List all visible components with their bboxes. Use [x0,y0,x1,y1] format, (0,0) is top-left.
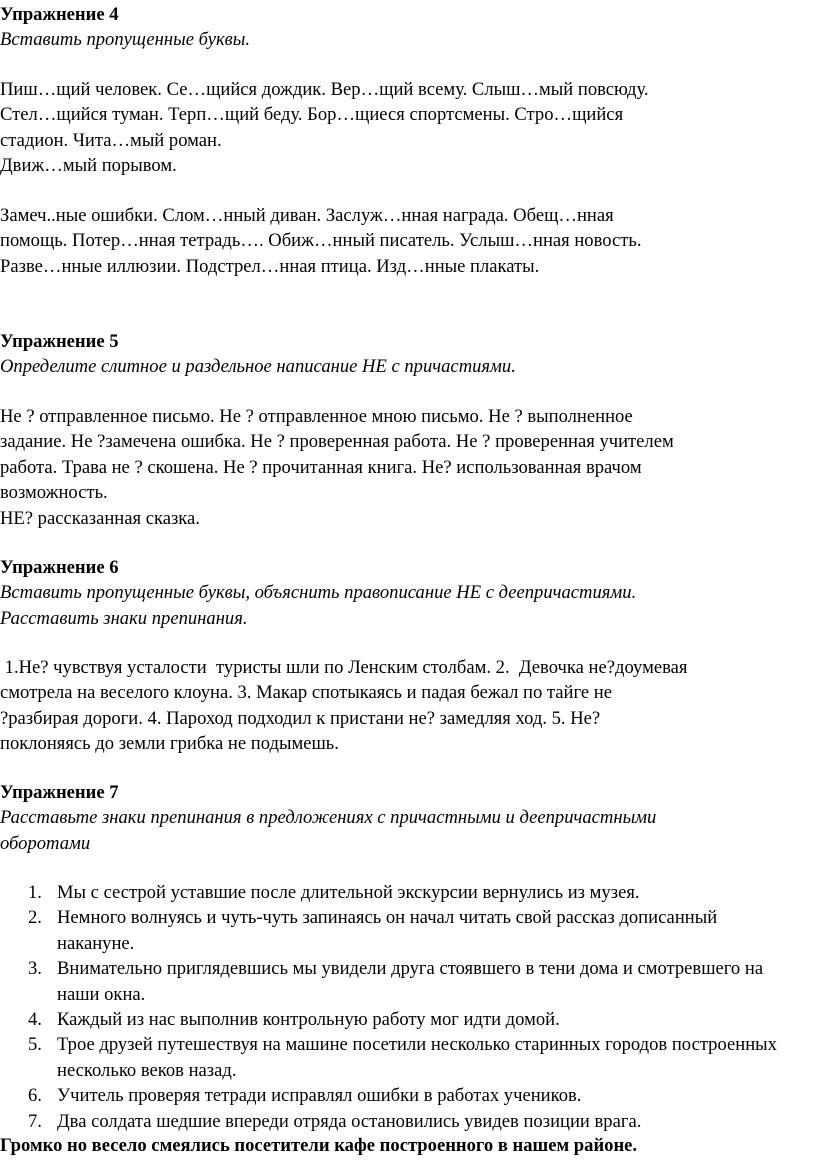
exercise-5 [0,329,516,380]
exercise-6-paragraph [0,655,687,757]
exercise-5-paragraph [0,404,674,531]
list-item [0,1007,797,1032]
exercise-7-task-line: оборотами [0,832,91,854]
exercise-7 [0,780,656,856]
list-item-number: 2. [28,907,42,929]
text-line: НЕ? рассказанная сказка. [0,507,200,529]
list-item [0,1032,797,1083]
exercise-7-task-line: Расставьте знаки препинания в предложениях с причастными и деепричастными [0,807,657,829]
text-line: Движ…мый порывом. [0,155,177,177]
text-line: Не ? отправленное письмо. Не ? отправленное мною письмо. Не ? выполненное [0,406,633,427]
exercise-5-title: Упражнение 5 [0,331,119,352]
final-sentence: Громко но весело смеялись посетители кафе построенного в нашем районе. [0,1135,638,1156]
exercise-4-paragraph-2 [0,203,642,279]
text-line: ?разбирая дороги. 4. Пароход подходил к пристани не? замедляя ход. 5. Не? [0,707,601,729]
text-line: Стел…щийся туман. Терп…щий беду. Бор…щиеся спортсмены. Стро…щийся [0,104,624,126]
list-item-text: Трое друзей путешествуя на машине посетили несколько старинных городов построенных несколько веков назад. [57,1034,777,1081]
text-line: стадион. Чита…мый роман. [0,129,222,151]
list-item [0,1083,797,1108]
list-item [0,956,797,1007]
text-line: Разве…нные иллюзии. Подстрел…нная птица. Изд…нные плакаты. [0,255,540,277]
list-item-text: Внимательно приглядевшись мы увидели друга стоявшего в тени дома и смотревшего на наши окна. [57,958,764,1005]
exercise-6-title: Упражнение 6 [0,557,119,578]
exercise-4-paragraph-1 [0,77,649,179]
list-item-number: 5. [28,1034,42,1056]
list-item-text: Учитель проверяя тетради исправлял ошибки в работах учеников. [57,1085,582,1107]
exercise-6-task-line: Вставить пропущенные буквы, объяснить правописание НЕ с деепричастиями. [0,582,637,604]
exercise-4-task: Вставить пропущенные буквы. [0,29,250,51]
list-item-text: Мы с сестрой уставшие после длительной экскурсии вернулись из музея. [57,882,640,903]
exercise-6-task-line: Расставить знаки препинания. [0,607,248,629]
list-item-number: 3. [28,958,42,980]
list-item [0,905,797,956]
list-item-number: 6. [28,1085,42,1107]
text-line: смотрела на веселого клоуна. 3. Макар спотыкаясь и падая бежал по тайге не [0,682,612,704]
list-item [0,880,797,905]
list-item-text: Каждый из нас выполнив контрольную работу мог идти домой. [57,1009,560,1031]
text-line: 1.Не? чувствуя усталости туристы шли по Ленским столбам. 2. Девочка не?доумевая [0,657,688,678]
list-item-text: Немного волнуясь и чуть-чуть запинаясь он начал читать свой рассказ дописанный накануне. [57,907,718,954]
exercise-4-title: Упражнение 4 [0,4,119,25]
text-line: помощь. Потер…нная тетрадь…. Обиж…нный писатель. Услыш…нная новость. [0,230,642,252]
list-item-text: Два солдата шедшие впереди отряда остановились увидев позиции врага. [57,1110,642,1132]
exercise-6 [0,555,636,631]
exercise-7-title: Упражнение 7 [0,782,119,803]
text-line: Замеч..ные ошибки. Слом…нный диван. Заслуж…нная награда. Обещ…нная [0,205,614,226]
list-item [0,1109,797,1134]
list-item-number: 4. [28,1009,42,1031]
text-line: поклоняясь до земли грибка не подымешь. [0,733,339,755]
exercise-4 [0,2,250,53]
text-line: работа. Трава не ? скошена. Не ? прочитанная книга. Не? использованная врачом [0,456,642,478]
list-item-number: 7. [28,1110,42,1132]
exercise-5-task: Определите слитное и раздельное написание НЕ с причастиями. [0,356,516,378]
text-line: возможность. [0,482,108,504]
text-line: Пиш…щий человек. Се…щийся дождик. Вер…щий всему. Слыш…мый повсюду. [0,79,649,100]
text-line: задание. Не ?замечена ошибка. Не ? проверенная работа. Не ? проверенная учителем [0,431,674,453]
list-item-number: 1. [28,882,42,903]
exercise-7-list [0,880,797,1134]
